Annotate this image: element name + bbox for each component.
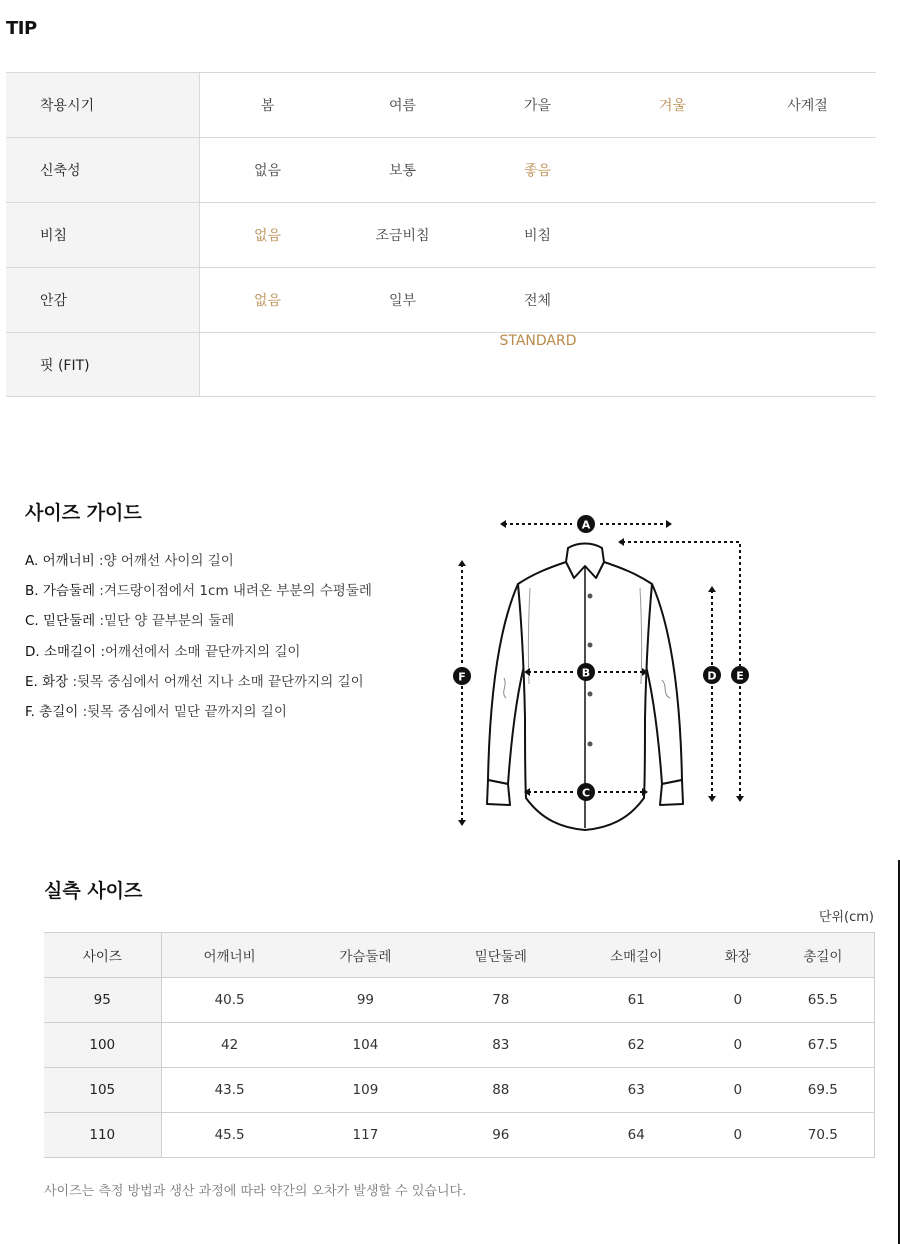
tip-row [6, 73, 876, 138]
size-guide-item [25, 702, 372, 732]
unit-label: 단위(cm) [818, 910, 874, 925]
measurement-cell: 96 [433, 1113, 568, 1158]
marker-f [453, 667, 471, 685]
size-guide-item [25, 611, 372, 641]
size-guide-term: B. 가슴둘레 [25, 583, 96, 600]
marker-d [703, 666, 721, 684]
measurement-cell: 42 [161, 1023, 298, 1068]
measurement-cell: 43.5 [161, 1068, 298, 1113]
fit-value: STANDARD [499, 333, 577, 349]
size-guide-desc: :겨드랑이점에서 1cm 내려온 부분의 수평둘레 [95, 583, 372, 600]
size-table-header: 가슴둘레 [298, 933, 433, 978]
size-guide-item [25, 551, 372, 581]
tip-option: 보통 [388, 163, 417, 179]
table-row [44, 978, 875, 1023]
measurement-cell: 63 [569, 1068, 704, 1113]
measurement-cell: 104 [298, 1023, 433, 1068]
size-guide-item [25, 581, 372, 611]
measurement-cell: 64 [569, 1113, 704, 1158]
size-guide-desc: :뒷목 중심에서 밑단 끝까지의 길이 [78, 703, 287, 720]
measurement-cell: 40.5 [161, 978, 298, 1023]
size-guide-list [25, 551, 372, 732]
size-table-header: 화장 [704, 933, 772, 978]
svg-text:C: C [581, 786, 591, 800]
measured-size-title: 실측 사이즈 [44, 880, 143, 902]
tip-option-selected: 없음 [253, 293, 282, 309]
size-guide-item [25, 672, 372, 702]
tip-row-label: 착용시기 [6, 73, 200, 137]
measurement-cell: 62 [569, 1023, 704, 1068]
tip-option: 비침 [523, 228, 552, 244]
tip-option: 봄 [260, 98, 275, 114]
size-table-header: 사이즈 [44, 933, 161, 978]
table-row [44, 1068, 875, 1113]
measurement-cell: 117 [298, 1113, 433, 1158]
measurement-cell: 61 [569, 978, 704, 1023]
size-guide-term: F. 총길이 [25, 703, 79, 720]
measurement-cell: 83 [433, 1023, 568, 1068]
size-guide-term: A. 어깨너비 [25, 553, 95, 569]
measurement-cell: 65.5 [772, 978, 875, 1023]
svg-text:E: E [736, 669, 744, 683]
tip-option: 사계절 [787, 98, 828, 114]
table-row [44, 1023, 875, 1068]
size-cell: 110 [44, 1113, 161, 1158]
shirt-measurement-diagram [448, 508, 758, 838]
tip-row-label: 비침 [6, 203, 200, 267]
measurement-cell: 0 [704, 1023, 772, 1068]
size-guide-item [25, 642, 372, 672]
tip-row-label: 신축성 [6, 138, 200, 202]
tip-option-selected: 없음 [253, 228, 282, 244]
measurement-cell: 99 [298, 978, 433, 1023]
marker-b [577, 663, 595, 681]
size-disclaimer: 사이즈는 측정 방법과 생산 과정에 따라 약간의 오차가 발생할 수 있습니다. [44, 1184, 467, 1199]
size-table-header: 총길이 [772, 933, 875, 978]
tip-title: TIP [6, 18, 37, 39]
tip-option: 가을 [523, 98, 552, 114]
tip-option: 없음 [253, 163, 282, 179]
marker-e [731, 666, 749, 684]
measurement-cell: 69.5 [772, 1068, 875, 1113]
tip-row-label: 안감 [6, 268, 200, 332]
size-table-header: 소매길이 [569, 933, 704, 978]
tip-row [6, 203, 876, 268]
measurement-cell: 78 [433, 978, 568, 1023]
measurement-cell: 88 [433, 1068, 568, 1113]
size-guide-desc: :양 어깨선 사이의 길이 [94, 553, 234, 569]
size-guide-term: D. 소매길이 [25, 643, 97, 660]
tip-option: 조금비침 [375, 228, 430, 244]
measurement-cell: 45.5 [161, 1113, 298, 1158]
svg-text:A: A [581, 518, 591, 532]
measurement-cell: 70.5 [772, 1113, 875, 1158]
size-guide-desc: :뒷목 중심에서 어깨선 지나 소매 끝단까지의 길이 [68, 673, 364, 690]
measurement-cell: 0 [704, 978, 772, 1023]
size-cell: 95 [44, 978, 161, 1023]
size-table-header: 어깨너비 [161, 933, 298, 978]
tip-option: 여름 [388, 98, 417, 114]
size-guide-term: E. 화장 [25, 673, 69, 690]
tip-row [6, 268, 876, 333]
size-cell: 105 [44, 1068, 161, 1113]
measurement-cell: 0 [704, 1068, 772, 1113]
tip-row [6, 138, 876, 203]
size-guide-desc: :밑단 양 끝부분의 둘레 [95, 613, 235, 630]
size-guide-title: 사이즈 가이드 [25, 502, 142, 524]
tip-option: 전체 [523, 293, 552, 309]
size-guide-term: C. 밑단둘레 [25, 613, 96, 630]
marker-a [577, 515, 595, 533]
table-row [44, 1113, 875, 1158]
size-table [44, 932, 875, 1158]
tip-option: 일부 [388, 293, 417, 309]
tip-table [6, 72, 876, 397]
measurement-cell: 0 [704, 1113, 772, 1158]
svg-text:B: B [581, 666, 591, 680]
size-table-header: 밑단둘레 [433, 933, 568, 978]
marker-c [577, 783, 595, 801]
svg-text:D: D [707, 669, 717, 683]
tip-row-label: 핏 (FIT) [6, 333, 200, 396]
svg-text:F: F [458, 670, 466, 684]
tip-option-selected: 좋음 [523, 163, 552, 179]
size-cell: 100 [44, 1023, 161, 1068]
measurement-cell: 109 [298, 1068, 433, 1113]
tip-row-fit [6, 333, 876, 397]
tip-option-selected: 겨울 [658, 98, 687, 114]
size-guide-desc: :어깨선에서 소매 끝단까지의 길이 [96, 643, 301, 660]
measurement-cell: 67.5 [772, 1023, 875, 1068]
